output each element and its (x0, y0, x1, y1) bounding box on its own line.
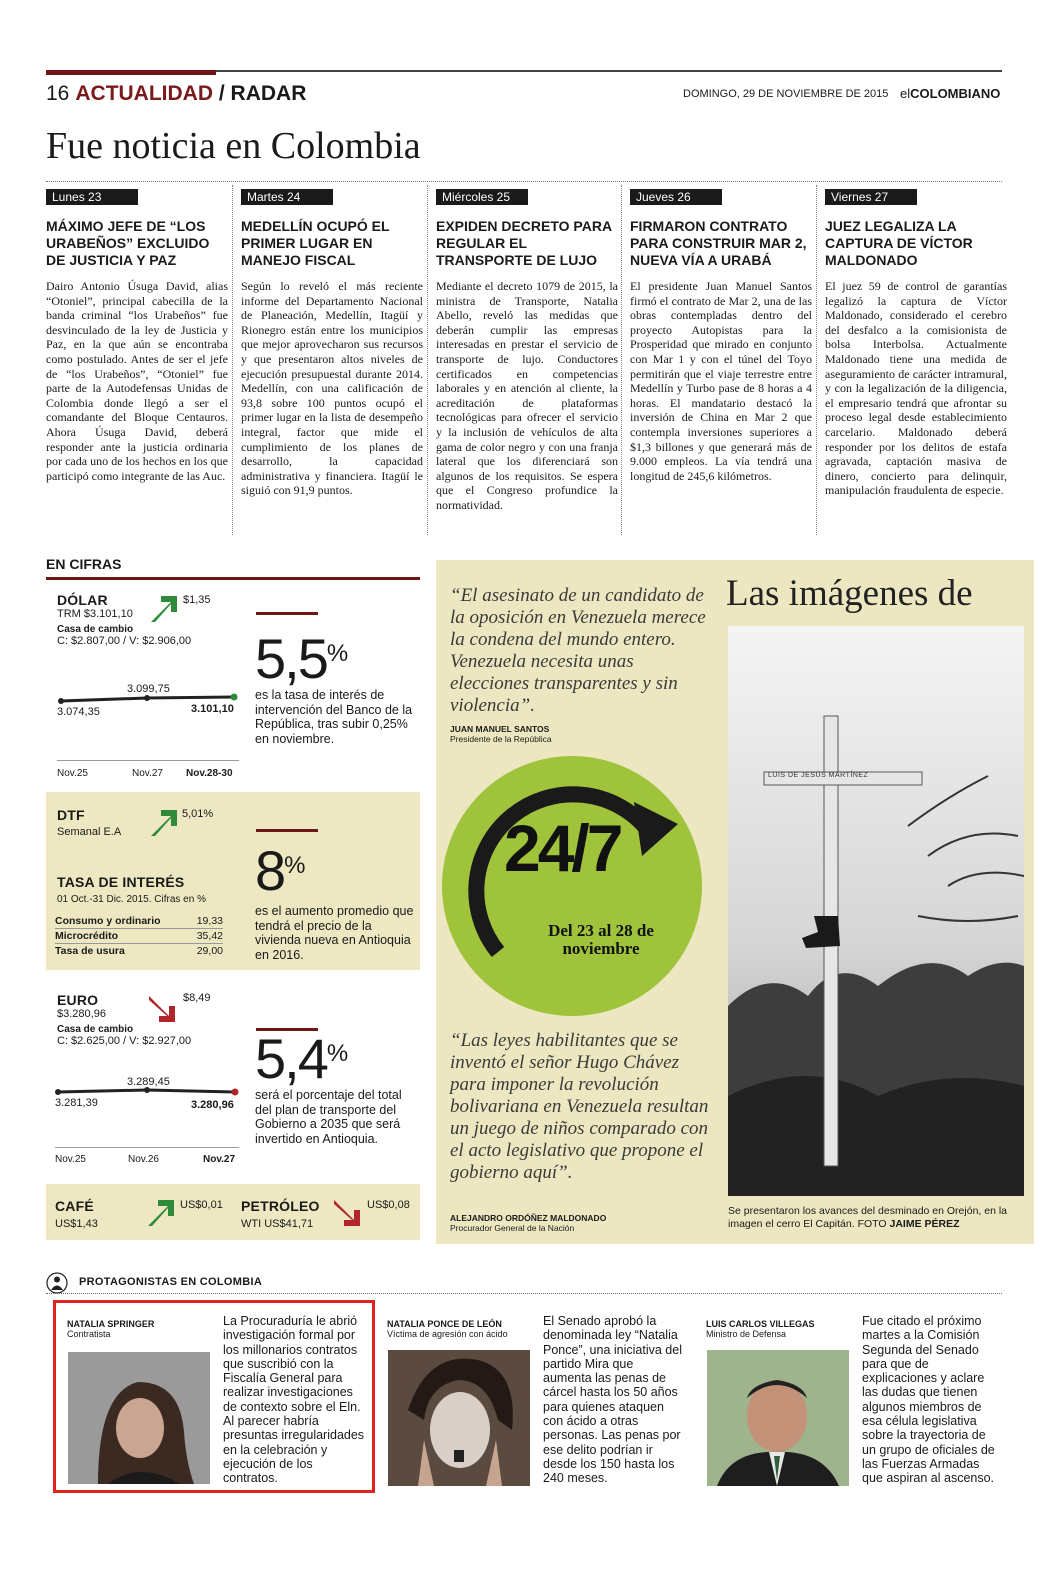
quote-author: JUAN MANUEL SANTOS (450, 724, 550, 734)
euro-date: Nov.25 (55, 1154, 86, 1165)
caption-credit: JAIME PÉREZ (889, 1218, 960, 1230)
brand-prefix: el (900, 86, 911, 101)
euro-point: 3.281,39 (55, 1097, 98, 1109)
photo-caption (728, 1205, 1024, 1231)
dolar-cv: C: $2.807,00 / V: $2.906,00 (57, 635, 192, 647)
page-number: 16 (46, 82, 70, 105)
dolar-axis (57, 760, 239, 761)
badge-main-text: 24/7 (504, 811, 621, 885)
tasa-sub: 01 Oct.-31 Dic. 2015. Cifras en % (57, 894, 206, 905)
cafe-label: CAFÉ (55, 1198, 94, 1214)
section-label (46, 82, 306, 106)
person-icon (46, 1272, 68, 1294)
portrait-ponce (388, 1350, 530, 1486)
column-divider (427, 185, 428, 535)
stat-desc: es el aumento promedio que tendrá el precio de la vivienda nueva en Antioquia en 2016. (255, 904, 414, 962)
rate-row (55, 944, 223, 958)
protagonists-title: PROTAGONISTAS EN COLOMBIA (79, 1276, 263, 1288)
rate-name: Consumo y ordinario (55, 915, 161, 927)
news-column-thursday (630, 188, 812, 483)
news-body: Mediante el decreto 1079 de 2015, la ministra de Transporte, Natalia Abello, reveló las medidas que deberán cumplir las empresas interesadas en prestar el servicio de transporte de lujo. Conductores certificados en competencias laborales y en atención al cliente, la acreditación de plataformas tecnológicas para ofrecer el servicio y la inclusión de vehículos de alta gama de color negro y con una franja lateral que los diferenciará son algunos de los requisitos. Se espera que el Congreso profundice la normatividad. (436, 279, 618, 512)
news-column-wednesday (436, 188, 618, 513)
top-rule-accent (46, 70, 216, 75)
dolar-date: Nov.27 (132, 768, 163, 779)
dolar-date: Nov.28-30 (186, 768, 233, 779)
title-divider (46, 181, 1002, 182)
news-body: El juez 59 de control de garantías legalizó la captura de Víctor Maldonado, considerado el cerebro del desfalco a la comisionista de bolsa Interbolsa. Actualmente Maldonado tiene una medida de aseguramiento de carácter intramural, y con la legalización de la diligencia, el empresario tendrá que afrontar su proceso legal desde establecimiento carcelario. Maldonado deberá responder por los delitos de estafa agravada, captación masiva de dinero, concierto para delinquir, manipulación fraudulenta de especie. (825, 279, 1007, 498)
cross-photo (728, 626, 1024, 1196)
rate-row (55, 929, 223, 944)
euro-point: 3.289,45 (127, 1076, 170, 1088)
petroleo-label: PETRÓLEO (241, 1198, 320, 1214)
rate-row (55, 914, 223, 929)
cifras-title: EN CIFRAS (46, 556, 122, 572)
petroleo-change: US$0,08 (367, 1199, 410, 1211)
euro-point: 3.280,96 (191, 1099, 234, 1111)
stat-value (255, 838, 306, 903)
photo-title: Las imágenes de (726, 573, 973, 614)
cross-inscription: LUIS DE JESÚS MARTÍNEZ (768, 772, 869, 779)
portrait-villegas (707, 1350, 849, 1486)
protagonist-header (387, 1319, 508, 1339)
stat-value (255, 1026, 348, 1091)
stat-accent (256, 829, 318, 832)
caption-text: Se presentaron los avances del desminado en Orejón, en la imagen el cerro El Capitán. (728, 1205, 1008, 1230)
euro-date: Nov.27 (203, 1154, 236, 1165)
stat-accent (256, 612, 318, 615)
column-divider (816, 185, 817, 535)
brand-name: COLOMBIANO (910, 86, 1001, 101)
stat-value-number: 8 (255, 839, 285, 902)
euro-value: $3.280,96 (57, 1008, 106, 1020)
column-divider (232, 185, 233, 535)
rate-value: 19,33 (196, 915, 223, 927)
stat-value-number: 5,4 (255, 1027, 327, 1090)
news-headline: MÁXIMO JEFE DE “LOS URABEÑOS” EXCLUIDO DE JUSTICIA Y PAZ (46, 218, 210, 268)
stat-value-unit: % (284, 852, 306, 879)
highlight-frame (53, 1300, 375, 1493)
stat-desc: será el porcentaje del total del plan de transporte del Gobierno a 2035 que será invertido en Antioquia. (255, 1088, 402, 1146)
day-badge: Jueves 26 (630, 189, 722, 205)
protagonist-text: El Senado aprobó la denominada ley “Natalia Ponce”, una iniciativa del partido Mira que aumenta las penas de cárcel hasta los 50 años para quienes ataquen con ácido a otras personas. Las penas por ese delito podrían ir desde los 150 hasta los 240 meses. (543, 1314, 682, 1486)
rate-name: Tasa de usura (55, 945, 125, 957)
quote-role: Procurador General de la Nación (450, 1223, 575, 1233)
cifras-rule (46, 577, 420, 580)
badge-sub-text: Del 23 al 28 de noviembre (548, 921, 654, 958)
protagonist-name: NATALIA PONCE DE LEÓN (387, 1319, 502, 1329)
news-column-friday (825, 188, 1007, 498)
dolar-point: 3.099,75 (127, 683, 170, 695)
dolar-change: $1,35 (183, 594, 211, 606)
dolar-label: DÓLAR (57, 592, 108, 608)
euro-casa-label: Casa de cambio (57, 1024, 134, 1035)
section-name: ACTUALIDAD (75, 82, 214, 105)
page-title: Fue noticia en Colombia (46, 125, 421, 167)
euro-cv: C: $2.625,00 / V: $2.927,00 (57, 1035, 192, 1047)
euro-date: Nov.26 (128, 1154, 159, 1165)
rate-table (55, 914, 223, 958)
rate-name: Microcrédito (55, 930, 119, 942)
news-body: Dairo Antonio Úsuga David, alias “Otoniel”, principal cabecilla de la banda criminal “los Urabeños” fue desvinculado de la ley de Justicia y Paz, en la que aún se encontraba como postulado. Antes de ser el jefe de “los Urabeños”, “Otoniel” fue parte de la Autodefensas Unidas de Colombia donde llegó a ser el comandante del Bloque Centauros. Ahora Úsuga David, deberá responder ante la justicia ordinaria por cada uno de los hechos en los que participó como integrante de las Auc. (46, 279, 228, 483)
protagonist-role: Ministro de Defensa (706, 1329, 787, 1339)
protagonist-role: Contratista (67, 1329, 111, 1339)
brand-logo (900, 86, 1000, 101)
rate-value: 35,42 (196, 930, 223, 942)
arrow-up-icon (147, 592, 181, 626)
section-separator: / (218, 82, 225, 105)
day-badge: Viernes 27 (825, 189, 917, 205)
news-body: Según lo reveló el más reciente informe del Departamento Nacional de Planeación, Medellín, Itagüí y Rionegro están entre los municipios que mejor aprovecharon sus recursos y que presentaron altos niveles de ejecución presupuestal durante 2014. Medellín, con una calificación de 93,8 sobre 100 puntos ocupó el primer lugar en la lista de desempeño integral, factor que mide el cumplimiento de los planes de desarrollo, la capacidad administrativa y financiera. Itagüí le siguió con 91,9 puntos. (241, 279, 423, 498)
news-column-tuesday (241, 188, 423, 498)
caption-credit-label: FOTO (857, 1218, 887, 1230)
arrow-up-icon (147, 806, 181, 840)
protagonist-role: Víctima de agresión con ácido (387, 1329, 508, 1339)
column-divider (621, 185, 622, 535)
day-badge: Lunes 23 (46, 189, 138, 205)
subsection-name: RADAR (230, 82, 307, 105)
quote-author: ALEJANDRO ORDÓÑEZ MALDONADO (450, 1213, 607, 1223)
protagonist-text: La Procuraduría le abrió investigación formal por los millonarios contratos que suscribió con la Fiscalía General para realizar investigaciones de contexto sobre el Eln. Al parecer habría presuntas irregularidades en la celebración y ejecución de los contratos. (223, 1314, 365, 1486)
dolar-casa-label: Casa de cambio (57, 624, 134, 635)
stat-value (255, 626, 348, 691)
petroleo-value: WTI US$41,71 (241, 1218, 314, 1230)
stat-value-unit: % (326, 640, 349, 667)
news-body: El presidente Juan Manuel Santos firmó el contrato de Mar 2, una de las obras contempladas dentro del proyecto Autopistas para la Prosperidad que mirado en conjunto con Mar 1 y con el túnel del Toyo permitirán que el viaje terrestre entre Medellín y Turbo pase de 8 horas a 4 horas. El mandatario destacó la inversión de China en Mar 2 que contempla inversiones superiores a $1,3 billones y que generará más de 9.000 empleos. La vía tendrá una longitud de 245,6 kilómetros. (630, 279, 812, 483)
day-badge: Miércoles 25 (436, 189, 528, 205)
dtf-label: DTF (57, 807, 85, 823)
quote-santos: “El asesinato de un candidato de la oposición en Venezuela merece la condena del mundo entero. Venezuela necesita unas elecciones transparentes y sin violencia”. (450, 585, 706, 716)
news-headline: FIRMARON CONTRATO PARA CONSTRUIR MAR 2, NUEVA VÍA A URABÁ (630, 218, 807, 268)
dtf-change: 5,01% (182, 808, 214, 820)
dtf-sub: Semanal E.A (57, 826, 122, 838)
cafe-value: US$1,43 (55, 1218, 98, 1230)
euro-change: $8,49 (183, 992, 211, 1004)
cafe-change: US$0,01 (180, 1199, 223, 1211)
protagonist-name: NATALIA SPRINGER (67, 1319, 155, 1329)
dolar-point: 3.101,10 (191, 703, 234, 715)
rate-value: 29,00 (196, 945, 223, 957)
euro-label: EURO (57, 992, 99, 1008)
arrow-down-icon (145, 992, 179, 1026)
arrow-down-icon (330, 1196, 364, 1230)
quote-ordonez: “Las leyes habilitantes que se inventó el señor Hugo Chávez para imponer la revolución bolivariana en Venezuela resultan un juego de niños comparado con el acto legislativo que propone el gobierno aquí”. (450, 1030, 709, 1183)
news-column-monday (46, 188, 228, 483)
dolar-trm: TRM $3.101,10 (57, 608, 133, 620)
protagonist-name: LUIS CARLOS VILLEGAS (706, 1319, 815, 1329)
tasa-label: TASA DE INTERÉS (57, 874, 185, 890)
stat-desc: es la tasa de interés de intervención del Banco de la República, tras subir 0,25% en noviembre. (255, 688, 413, 746)
news-headline: JUEZ LEGALIZA LA CAPTURA DE VÍCTOR MALDONADO (825, 218, 973, 268)
protagonists-rule (46, 1293, 1002, 1294)
protagonist-header (706, 1319, 815, 1339)
news-headline: MEDELLÍN OCUPÓ EL PRIMER LUGAR EN MANEJO FISCAL (241, 218, 390, 268)
dolar-point: 3.074,35 (57, 706, 100, 718)
stat-value-number: 5,5 (255, 627, 327, 690)
dolar-date: Nov.25 (57, 768, 88, 779)
issue-date: DOMINGO, 29 DE NOVIEMBRE DE 2015 (683, 88, 889, 100)
day-badge: Martes 24 (241, 189, 333, 205)
news-headline: EXPIDEN DECRETO PARA REGULAR EL TRANSPORTE DE LUJO (436, 218, 612, 268)
euro-axis (55, 1147, 239, 1148)
protagonist-text: Fue citado el próximo martes a la Comisión Segunda del Senado para que de explicaciones y aclare las dudas que tienen algunos miembros de esa célula legislativa sobre la trayectoria de un grupo de oficiales de las Fuerzas Armadas que aspiran al ascenso. (862, 1314, 995, 1486)
stat-value-unit: % (326, 1040, 349, 1067)
arrow-up-icon (144, 1196, 178, 1230)
quote-role: Presidente de la República (450, 734, 552, 744)
